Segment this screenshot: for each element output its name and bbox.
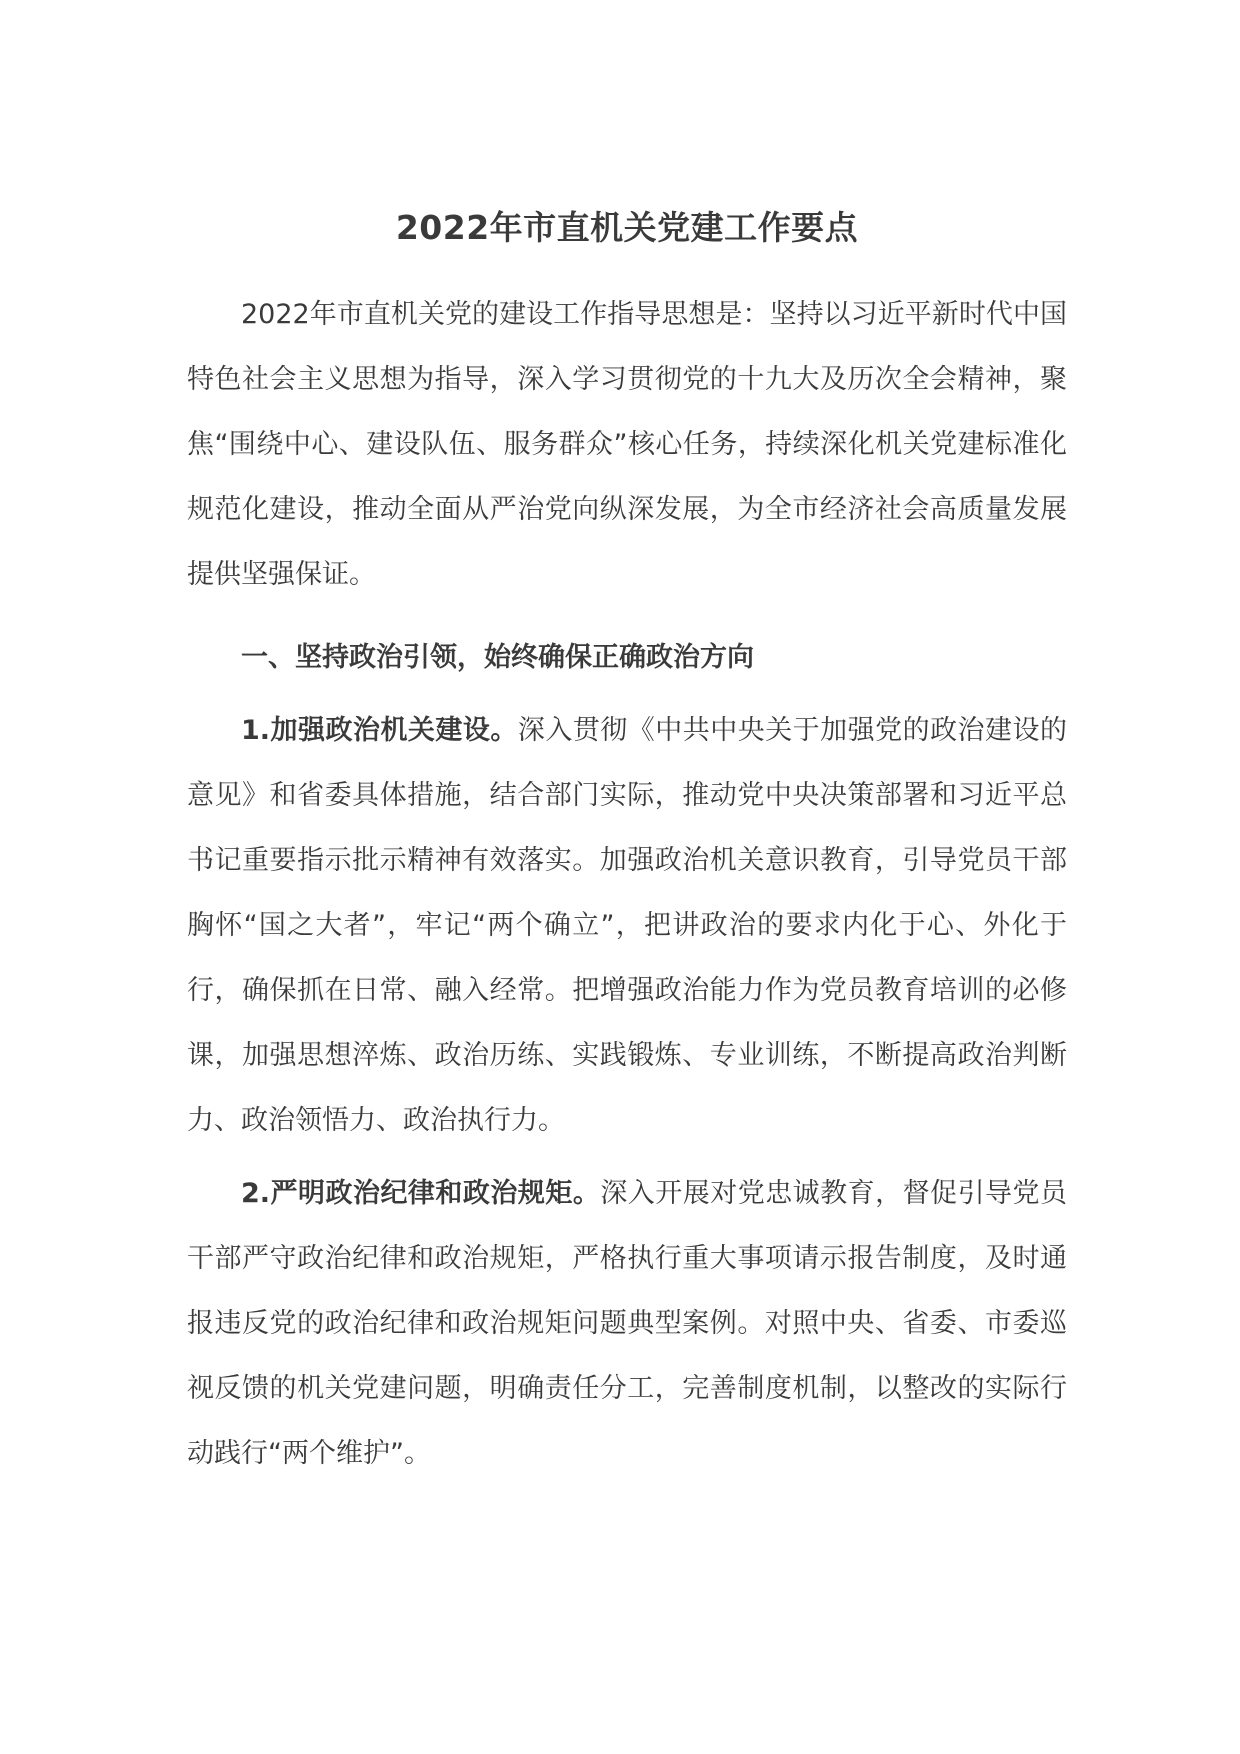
document-page [187,200,1067,1486]
section-heading: 一、坚持政治引领，始终确保正确政治方向 [241,642,754,673]
item-paragraph-2 [187,1161,1067,1486]
item-text-1: 深入贯彻《中共中央关于加强党的政治建设的意见》和省委具体措施，结合部门实际，推动党中央决策部署和习近平总书记重要指示批示精神有效落实。加强政治机关意识教育，引导党员干部胸怀“国之大者”，牢记“两个确立”，把讲政治的要求内化于心、外化于行，确保抓在日常、融入经常。把增强政治能力作为党员教育培训的必修课，加强思想淬炼、政治历练、实践锻炼、专业训练，不断提高政治判断力、政治领悟力、政治执行力。 [187,715,1068,1136]
document-title: 2022年市直机关党建工作要点 [395,208,859,247]
item-lead-2: 2.严明政治纪律和政治规矩。 [241,1178,601,1209]
intro-paragraph: 2022年市直机关党的建设工作指导思想是：坚持以习近平新时代中国特色社会主义思想为指导，深入学习贯彻党的十九大及历次全会精神，聚焦“围绕中心、建设队伍、服务群众”核心任务，持续深化机关党建标准化规范化建设，推动全面从严治党向纵深发展，为全市经济社会高质量发展提供坚强保证。 [187,299,1067,590]
item-lead-1: 1.加强政治机关建设。 [241,715,518,746]
item-paragraph-1 [187,698,1067,1153]
item-text-2: 深入开展对党忠诚教育，督促引导党员干部严守政治纪律和政治规矩，严格执行重大事项请示报告制度，及时通报违反党的政治纪律和政治规矩问题典型案例。对照中央、省委、市委巡视反馈的机关党建问题，明确责任分工，完善制度机制，以整改的实际行动践行“两个维护”。 [187,1178,1068,1469]
